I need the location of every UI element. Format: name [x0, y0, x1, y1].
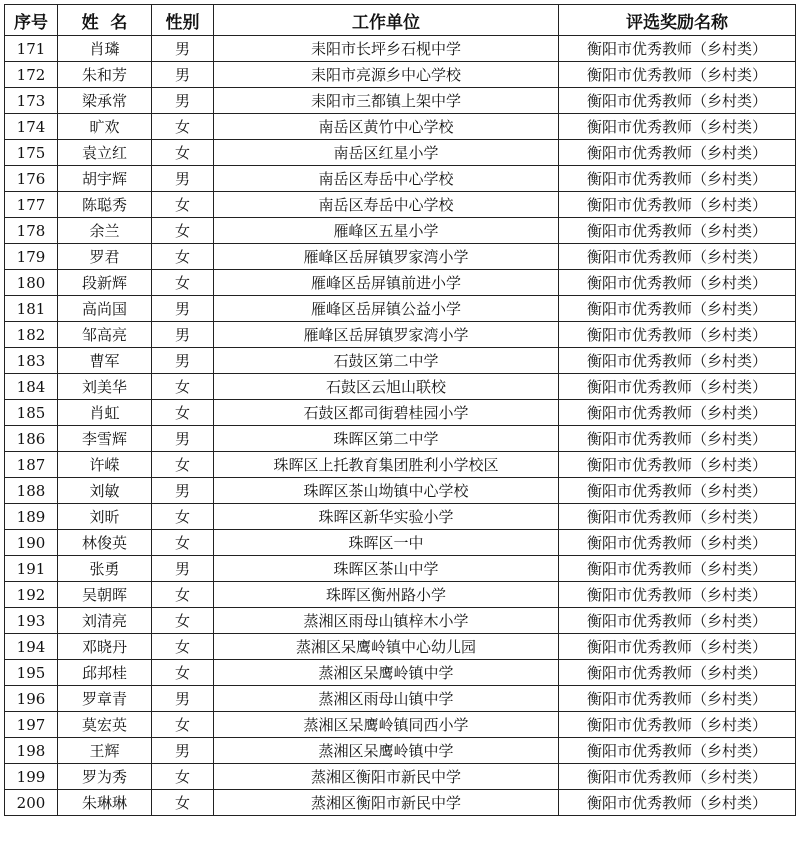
cell-name: 高尚国 — [58, 296, 152, 322]
cell-index: 182 — [5, 322, 58, 348]
cell-award: 衡阳市优秀教师（乡村类） — [559, 166, 796, 192]
cell-award: 衡阳市优秀教师（乡村类） — [559, 582, 796, 608]
cell-name: 罗为秀 — [58, 764, 152, 790]
cell-workplace: 石鼓区都司街碧桂园小学 — [214, 400, 559, 426]
award-table — [4, 4, 796, 816]
cell-workplace: 珠晖区茶山坳镇中心学校 — [214, 478, 559, 504]
cell-workplace: 南岳区黄竹中心学校 — [214, 114, 559, 140]
cell-index: 183 — [5, 348, 58, 374]
cell-name: 王辉 — [58, 738, 152, 764]
table-row — [5, 712, 796, 738]
table-row — [5, 62, 796, 88]
cell-gender: 女 — [152, 712, 214, 738]
cell-name: 罗君 — [58, 244, 152, 270]
cell-index: 176 — [5, 166, 58, 192]
cell-workplace: 耒阳市三都镇上架中学 — [214, 88, 559, 114]
cell-award: 衡阳市优秀教师（乡村类） — [559, 764, 796, 790]
cell-gender: 女 — [152, 452, 214, 478]
cell-name: 旷欢 — [58, 114, 152, 140]
cell-gender: 女 — [152, 608, 214, 634]
table-row — [5, 764, 796, 790]
cell-workplace: 石鼓区云旭山联校 — [214, 374, 559, 400]
header-index: 序号 — [5, 5, 58, 36]
cell-gender: 男 — [152, 296, 214, 322]
cell-award: 衡阳市优秀教师（乡村类） — [559, 530, 796, 556]
cell-workplace: 蒸湘区衡阳市新民中学 — [214, 790, 559, 816]
cell-award: 衡阳市优秀教师（乡村类） — [559, 62, 796, 88]
cell-award: 衡阳市优秀教师（乡村类） — [559, 114, 796, 140]
cell-name: 刘清亮 — [58, 608, 152, 634]
cell-workplace: 蒸湘区呆鹰岭镇中学 — [214, 738, 559, 764]
table-row — [5, 478, 796, 504]
table-row — [5, 322, 796, 348]
cell-award: 衡阳市优秀教师（乡村类） — [559, 712, 796, 738]
table-row — [5, 530, 796, 556]
cell-index: 193 — [5, 608, 58, 634]
table-row — [5, 400, 796, 426]
cell-name: 张勇 — [58, 556, 152, 582]
cell-award: 衡阳市优秀教师（乡村类） — [559, 478, 796, 504]
cell-name: 肖璘 — [58, 36, 152, 62]
cell-index: 197 — [5, 712, 58, 738]
cell-index: 181 — [5, 296, 58, 322]
cell-award: 衡阳市优秀教师（乡村类） — [559, 556, 796, 582]
table-row — [5, 88, 796, 114]
cell-workplace: 南岳区寿岳中心学校 — [214, 166, 559, 192]
header-award: 评选奖励名称 — [559, 5, 796, 36]
cell-award: 衡阳市优秀教师（乡村类） — [559, 192, 796, 218]
cell-index: 200 — [5, 790, 58, 816]
table-row — [5, 244, 796, 270]
cell-award: 衡阳市优秀教师（乡村类） — [559, 738, 796, 764]
cell-name: 刘昕 — [58, 504, 152, 530]
table-header — [5, 5, 796, 36]
cell-gender: 女 — [152, 790, 214, 816]
cell-index: 179 — [5, 244, 58, 270]
cell-award: 衡阳市优秀教师（乡村类） — [559, 322, 796, 348]
cell-name: 曹军 — [58, 348, 152, 374]
cell-gender: 男 — [152, 36, 214, 62]
cell-award: 衡阳市优秀教师（乡村类） — [559, 608, 796, 634]
cell-workplace: 珠晖区上托教育集团胜利小学校区 — [214, 452, 559, 478]
cell-gender: 女 — [152, 374, 214, 400]
header-name: 姓 名 — [58, 5, 152, 36]
cell-index: 175 — [5, 140, 58, 166]
cell-award: 衡阳市优秀教师（乡村类） — [559, 244, 796, 270]
cell-workplace: 珠晖区第二中学 — [214, 426, 559, 452]
cell-index: 196 — [5, 686, 58, 712]
cell-award: 衡阳市优秀教师（乡村类） — [559, 504, 796, 530]
table-row — [5, 192, 796, 218]
cell-gender: 女 — [152, 218, 214, 244]
cell-award: 衡阳市优秀教师（乡村类） — [559, 140, 796, 166]
cell-index: 185 — [5, 400, 58, 426]
cell-gender: 男 — [152, 478, 214, 504]
cell-index: 188 — [5, 478, 58, 504]
cell-award: 衡阳市优秀教师（乡村类） — [559, 634, 796, 660]
cell-award: 衡阳市优秀教师（乡村类） — [559, 660, 796, 686]
cell-name: 朱琳琳 — [58, 790, 152, 816]
cell-workplace: 珠晖区新华实验小学 — [214, 504, 559, 530]
cell-name: 刘美华 — [58, 374, 152, 400]
cell-workplace: 南岳区红星小学 — [214, 140, 559, 166]
cell-award: 衡阳市优秀教师（乡村类） — [559, 426, 796, 452]
cell-index: 172 — [5, 62, 58, 88]
table-row — [5, 504, 796, 530]
cell-workplace: 蒸湘区呆鹰岭镇中心幼儿园 — [214, 634, 559, 660]
cell-workplace: 雁峰区五星小学 — [214, 218, 559, 244]
cell-gender: 女 — [152, 192, 214, 218]
cell-index: 198 — [5, 738, 58, 764]
cell-gender: 男 — [152, 686, 214, 712]
cell-gender: 女 — [152, 270, 214, 296]
cell-name: 莫宏英 — [58, 712, 152, 738]
cell-gender: 男 — [152, 166, 214, 192]
cell-gender: 女 — [152, 114, 214, 140]
cell-award: 衡阳市优秀教师（乡村类） — [559, 452, 796, 478]
cell-award: 衡阳市优秀教师（乡村类） — [559, 686, 796, 712]
cell-index: 194 — [5, 634, 58, 660]
cell-index: 199 — [5, 764, 58, 790]
cell-name: 邓晓丹 — [58, 634, 152, 660]
cell-index: 187 — [5, 452, 58, 478]
cell-workplace: 珠晖区一中 — [214, 530, 559, 556]
cell-workplace: 石鼓区第二中学 — [214, 348, 559, 374]
cell-gender: 女 — [152, 400, 214, 426]
table-body — [5, 36, 796, 816]
cell-gender: 男 — [152, 62, 214, 88]
cell-name: 罗章青 — [58, 686, 152, 712]
table-row — [5, 738, 796, 764]
cell-award: 衡阳市优秀教师（乡村类） — [559, 88, 796, 114]
table-row — [5, 218, 796, 244]
cell-award: 衡阳市优秀教师（乡村类） — [559, 218, 796, 244]
cell-name: 刘敏 — [58, 478, 152, 504]
table-row — [5, 140, 796, 166]
cell-award: 衡阳市优秀教师（乡村类） — [559, 36, 796, 62]
cell-workplace: 雁峰区岳屏镇罗家湾小学 — [214, 322, 559, 348]
cell-gender: 男 — [152, 322, 214, 348]
cell-award: 衡阳市优秀教师（乡村类） — [559, 374, 796, 400]
cell-gender: 男 — [152, 88, 214, 114]
cell-workplace: 耒阳市长坪乡石枧中学 — [214, 36, 559, 62]
cell-gender: 女 — [152, 634, 214, 660]
cell-workplace: 珠晖区衡州路小学 — [214, 582, 559, 608]
table-row — [5, 452, 796, 478]
cell-gender: 女 — [152, 244, 214, 270]
cell-name: 肖虹 — [58, 400, 152, 426]
cell-index: 174 — [5, 114, 58, 140]
cell-name: 朱和芳 — [58, 62, 152, 88]
cell-workplace: 雁峰区岳屏镇罗家湾小学 — [214, 244, 559, 270]
table-row — [5, 114, 796, 140]
cell-gender: 男 — [152, 556, 214, 582]
cell-index: 178 — [5, 218, 58, 244]
table-row — [5, 36, 796, 62]
cell-name: 李雪辉 — [58, 426, 152, 452]
table-row — [5, 374, 796, 400]
table-row — [5, 634, 796, 660]
cell-gender: 男 — [152, 426, 214, 452]
header-workplace: 工作单位 — [214, 5, 559, 36]
cell-index: 173 — [5, 88, 58, 114]
cell-index: 177 — [5, 192, 58, 218]
cell-workplace: 南岳区寿岳中心学校 — [214, 192, 559, 218]
cell-name: 吴朝晖 — [58, 582, 152, 608]
header-row — [5, 5, 796, 36]
table-row — [5, 426, 796, 452]
cell-index: 191 — [5, 556, 58, 582]
cell-workplace: 蒸湘区衡阳市新民中学 — [214, 764, 559, 790]
cell-name: 邹高亮 — [58, 322, 152, 348]
cell-gender: 女 — [152, 504, 214, 530]
cell-name: 胡宇辉 — [58, 166, 152, 192]
cell-workplace: 珠晖区茶山中学 — [214, 556, 559, 582]
table-row — [5, 270, 796, 296]
table-row — [5, 348, 796, 374]
cell-index: 192 — [5, 582, 58, 608]
cell-index: 171 — [5, 36, 58, 62]
header-gender: 性别 — [152, 5, 214, 36]
cell-name: 梁承常 — [58, 88, 152, 114]
table-row — [5, 660, 796, 686]
cell-name: 余兰 — [58, 218, 152, 244]
cell-index: 195 — [5, 660, 58, 686]
cell-award: 衡阳市优秀教师（乡村类） — [559, 270, 796, 296]
cell-workplace: 雁峰区岳屏镇公益小学 — [214, 296, 559, 322]
cell-name: 林俊英 — [58, 530, 152, 556]
cell-award: 衡阳市优秀教师（乡村类） — [559, 790, 796, 816]
cell-award: 衡阳市优秀教师（乡村类） — [559, 400, 796, 426]
cell-workplace: 蒸湘区雨母山镇梓木小学 — [214, 608, 559, 634]
cell-name: 袁立红 — [58, 140, 152, 166]
cell-gender: 女 — [152, 140, 214, 166]
table-row — [5, 582, 796, 608]
cell-name: 段新辉 — [58, 270, 152, 296]
cell-gender: 男 — [152, 738, 214, 764]
cell-gender: 女 — [152, 764, 214, 790]
table-row — [5, 296, 796, 322]
cell-index: 184 — [5, 374, 58, 400]
cell-gender: 女 — [152, 582, 214, 608]
cell-index: 189 — [5, 504, 58, 530]
cell-gender: 男 — [152, 348, 214, 374]
cell-workplace: 耒阳市亮源乡中心学校 — [214, 62, 559, 88]
cell-workplace: 蒸湘区呆鹰岭镇同西小学 — [214, 712, 559, 738]
cell-gender: 女 — [152, 660, 214, 686]
table-row — [5, 556, 796, 582]
cell-workplace: 蒸湘区雨母山镇中学 — [214, 686, 559, 712]
cell-name: 邱邦桂 — [58, 660, 152, 686]
table-row — [5, 166, 796, 192]
cell-index: 180 — [5, 270, 58, 296]
cell-name: 陈聪秀 — [58, 192, 152, 218]
cell-workplace: 雁峰区岳屏镇前进小学 — [214, 270, 559, 296]
cell-award: 衡阳市优秀教师（乡村类） — [559, 296, 796, 322]
cell-award: 衡阳市优秀教师（乡村类） — [559, 348, 796, 374]
cell-gender: 女 — [152, 530, 214, 556]
table-row — [5, 686, 796, 712]
cell-workplace: 蒸湘区呆鹰岭镇中学 — [214, 660, 559, 686]
cell-index: 186 — [5, 426, 58, 452]
cell-name: 许嵘 — [58, 452, 152, 478]
table-row — [5, 608, 796, 634]
cell-index: 190 — [5, 530, 58, 556]
table-row — [5, 790, 796, 816]
